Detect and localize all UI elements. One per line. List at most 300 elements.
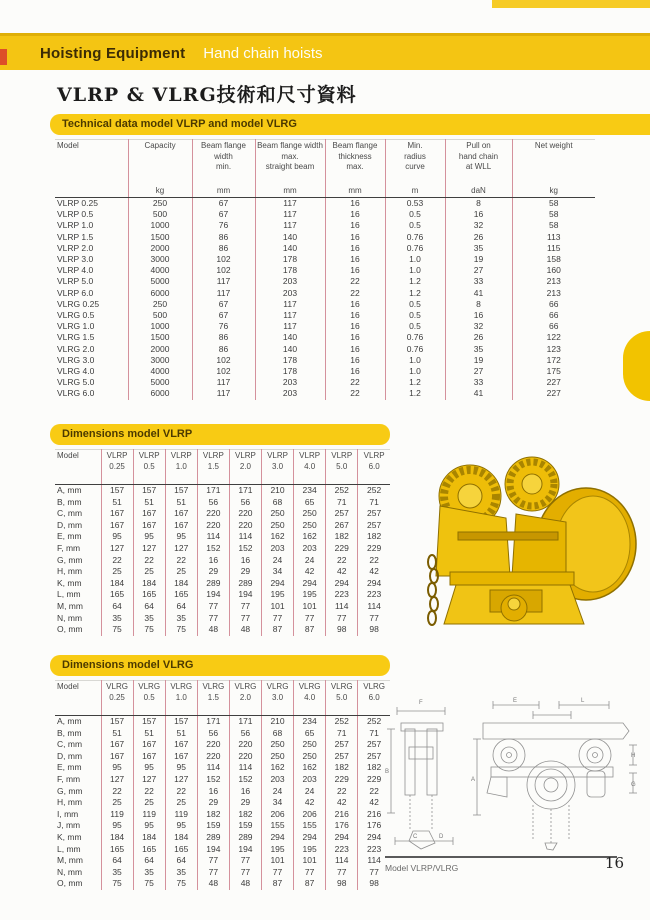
cell: 64 (165, 601, 197, 613)
cell: 16 (325, 321, 385, 332)
cell: 195 (261, 589, 293, 601)
table-row (55, 555, 390, 567)
cell: 152 (229, 543, 261, 555)
cell: 1.0 (385, 265, 445, 276)
cell: 162 (261, 531, 293, 543)
table-row (55, 809, 390, 821)
drawing-caption: Model VLRP/VLRG (385, 863, 459, 873)
cell: 171 (197, 485, 229, 497)
cell: 101 (261, 601, 293, 613)
cell: 157 (133, 716, 165, 728)
table-row (55, 243, 595, 254)
cell: 48 (229, 624, 261, 636)
cell: 48 (197, 878, 229, 890)
cell: 229 (358, 774, 390, 786)
table-row (55, 531, 390, 543)
cell: 22 (133, 555, 165, 567)
table-row (55, 254, 595, 265)
table-header (55, 681, 390, 716)
cell: VLRP 0.25 (57, 198, 98, 208)
cell: 229 (358, 543, 390, 555)
cell: VLRG 1.5 (57, 332, 95, 343)
cell: 35 (101, 613, 133, 625)
cell: 71 (326, 497, 358, 509)
cell: D, mm (57, 519, 83, 530)
table-row (55, 355, 595, 366)
cell: 58 (512, 220, 595, 231)
cell: 35 (133, 613, 165, 625)
cell: 115 (512, 243, 595, 254)
cell: 119 (101, 809, 133, 821)
cell: 252 (326, 485, 358, 497)
cell: 67 (192, 299, 255, 310)
cell: 220 (229, 751, 261, 763)
cell: 64 (133, 855, 165, 867)
cell: 22 (325, 377, 385, 388)
cell: 127 (165, 543, 197, 555)
cell: 1.2 (385, 288, 445, 299)
cell: 206 (294, 809, 326, 821)
cell: 182 (326, 531, 358, 543)
cell: 252 (358, 485, 390, 497)
cell: 25 (101, 566, 133, 578)
cell: 220 (197, 751, 229, 763)
cell: VLRG 2.0 (57, 343, 95, 354)
cell: 58 (512, 198, 595, 210)
cell: A, mm (57, 485, 82, 495)
cell: K, mm (57, 577, 82, 588)
cell: 95 (133, 762, 165, 774)
table-row (55, 299, 595, 310)
cell: 27 (445, 366, 512, 377)
cell: 0.76 (385, 344, 445, 355)
vlrp-dimensions-table-wrap (55, 449, 390, 636)
cell: 220 (229, 520, 261, 532)
cell: 29 (229, 566, 261, 578)
cell: 77 (261, 613, 293, 625)
cell: 167 (101, 739, 133, 751)
cell: 167 (133, 739, 165, 751)
cell: 127 (133, 774, 165, 786)
cell: 33 (445, 377, 512, 388)
section-bar-dimensions-vlrp (50, 424, 390, 445)
cell: 167 (101, 520, 133, 532)
cell: 157 (165, 716, 197, 728)
cell: 77 (229, 601, 261, 613)
dim-label: L (581, 698, 585, 704)
cell: 68 (261, 728, 293, 740)
cell: 267 (326, 520, 358, 532)
product-photo-hoist (398, 444, 642, 642)
cell: 250 (261, 520, 293, 532)
cell: VLRP 1.5 (57, 231, 94, 242)
cell: 95 (165, 531, 197, 543)
column-header: VLRG 1.0 (165, 681, 197, 716)
cell: 152 (197, 543, 229, 555)
cell: 1000 (128, 220, 192, 231)
cell: 162 (294, 762, 326, 774)
cell: 167 (101, 751, 133, 763)
cell: 77 (197, 867, 229, 879)
cell: 101 (294, 601, 326, 613)
column-header: Beam flange thickness max. mm (325, 140, 385, 198)
table-row (55, 310, 595, 321)
cell: 25 (133, 797, 165, 809)
cell: M, mm (57, 855, 83, 866)
cell: 42 (358, 797, 390, 809)
cell: 171 (229, 716, 261, 728)
cell: 51 (101, 497, 133, 509)
cell: B, mm (57, 727, 82, 738)
cell: 229 (326, 774, 358, 786)
cell: 227 (512, 388, 595, 399)
cell: 101 (261, 855, 293, 867)
cell: 77 (294, 613, 326, 625)
cell: 223 (358, 844, 390, 856)
column-header: Min. radius curve m (385, 140, 445, 198)
cell: 2000 (128, 243, 192, 254)
cell: 152 (229, 774, 261, 786)
cell: 0.53 (385, 198, 445, 210)
cell: A, mm (57, 716, 82, 726)
cell: 35 (133, 867, 165, 879)
section-title: Technical data model VLRP and model VLRG (62, 118, 297, 130)
cell: K, mm (57, 831, 82, 842)
page-subtitle: Hand chain hoists (203, 44, 323, 62)
cell: 22 (101, 555, 133, 567)
page-edge-tab (623, 331, 650, 401)
cell: 194 (197, 844, 229, 856)
table-row (55, 844, 390, 856)
section-title: Dimensions model VLRG (62, 659, 194, 671)
cell: 122 (512, 332, 595, 343)
cell: 33 (445, 276, 512, 287)
table-row (55, 232, 595, 243)
cell: 66 (512, 299, 595, 310)
cell: 203 (261, 774, 293, 786)
cell: 22 (358, 555, 390, 567)
cell: 64 (165, 855, 197, 867)
cell: 66 (512, 310, 595, 321)
cell: M, mm (57, 600, 83, 611)
cell: 51 (133, 728, 165, 740)
cell: 48 (229, 878, 261, 890)
hoist-illustration (398, 444, 642, 642)
cell: 95 (101, 762, 133, 774)
cell: D, mm (57, 750, 83, 761)
cell: 29 (229, 797, 261, 809)
cell: 75 (165, 624, 197, 636)
column-header: VLRG 3.0 (261, 681, 293, 716)
table-row (55, 762, 390, 774)
cell: 25 (101, 797, 133, 809)
table-body (55, 485, 390, 636)
cell: 34 (261, 797, 293, 809)
cell: 71 (358, 728, 390, 740)
cell: 203 (255, 288, 325, 299)
cell: C, mm (57, 508, 83, 519)
cell: 157 (133, 485, 165, 497)
cell: 76 (192, 321, 255, 332)
cell: 220 (197, 739, 229, 751)
cell: 0.5 (385, 209, 445, 220)
cell: 234 (294, 716, 326, 728)
cell: 27 (445, 265, 512, 276)
cell: 257 (358, 739, 390, 751)
column-header: VLRP 2.0 (229, 450, 261, 485)
cell: G, mm (57, 554, 83, 565)
cell: VLRG 0.5 (57, 310, 95, 321)
column-header: Beam flange width min. mm (192, 140, 255, 198)
cell: 98 (326, 878, 358, 890)
cell: 16 (325, 265, 385, 276)
cell: 16 (445, 310, 512, 321)
cell: 32 (445, 220, 512, 231)
cell: 51 (165, 497, 197, 509)
table-row (55, 601, 390, 613)
cell: 77 (229, 855, 261, 867)
cell: 6000 (128, 388, 192, 399)
cell: 75 (165, 878, 197, 890)
cell: 178 (255, 254, 325, 265)
cell: 155 (294, 820, 326, 832)
cell: 4000 (128, 265, 192, 276)
cell: VLRG 5.0 (57, 377, 95, 388)
cell: 16 (445, 209, 512, 220)
page-title: Hoisting Equipment (40, 44, 186, 62)
table-row (55, 366, 595, 377)
cell: 24 (294, 786, 326, 798)
cell: 289 (197, 832, 229, 844)
cell: 234 (294, 485, 326, 497)
table-row (55, 220, 595, 231)
cell: 114 (358, 601, 390, 613)
cell: 250 (294, 751, 326, 763)
cell: 75 (101, 624, 133, 636)
cell: 16 (197, 786, 229, 798)
technical-data-table-wrap (55, 139, 595, 400)
table-row (55, 589, 390, 601)
cell: 86 (192, 232, 255, 243)
column-header: VLRP 3.0 (261, 450, 293, 485)
cell: VLRP 4.0 (57, 265, 94, 276)
cell: 102 (192, 355, 255, 366)
cell: 294 (326, 832, 358, 844)
cell: 42 (358, 566, 390, 578)
cell: 102 (192, 265, 255, 276)
cell: 22 (133, 786, 165, 798)
cell: 1.2 (385, 377, 445, 388)
cell: 24 (294, 555, 326, 567)
cell: 64 (101, 601, 133, 613)
cell: VLRG 3.0 (57, 354, 95, 365)
cell: 171 (197, 716, 229, 728)
cell: H, mm (57, 797, 83, 808)
column-header: VLRP 4.0 (294, 450, 326, 485)
table-row (55, 543, 390, 555)
cell: 167 (101, 508, 133, 520)
table-row (55, 566, 390, 578)
cell: L, mm (57, 589, 81, 600)
cell: 140 (255, 344, 325, 355)
cell: 22 (165, 555, 197, 567)
cell: 172 (512, 355, 595, 366)
cell: 167 (165, 751, 197, 763)
cell: O, mm (57, 624, 83, 635)
cell: 114 (358, 855, 390, 867)
cell: 257 (326, 508, 358, 520)
table-row (55, 624, 390, 636)
cell: 95 (101, 531, 133, 543)
cell: 289 (229, 832, 261, 844)
cell: 210 (261, 485, 293, 497)
cell: 167 (165, 520, 197, 532)
column-header: VLRG 0.5 (133, 681, 165, 716)
cell: 119 (133, 809, 165, 821)
cell: H, mm (57, 566, 83, 577)
cell: 95 (133, 820, 165, 832)
vlrg-dimensions-table (55, 680, 390, 890)
cell: 16 (325, 254, 385, 265)
cell: 16 (325, 299, 385, 310)
cell: 229 (326, 543, 358, 555)
cell: 289 (197, 578, 229, 590)
cell: F, mm (57, 542, 81, 553)
cell: 42 (294, 797, 326, 809)
table-row (55, 497, 390, 509)
cell: 41 (445, 388, 512, 399)
table-row (55, 209, 595, 220)
dim-label: E (513, 698, 518, 704)
cell: 51 (165, 728, 197, 740)
cell: 95 (165, 820, 197, 832)
cell: 16 (325, 220, 385, 231)
column-header: VLRG 1.5 (197, 681, 229, 716)
table-row (55, 855, 390, 867)
cell: 101 (294, 855, 326, 867)
cell: 22 (325, 288, 385, 299)
cell: 206 (261, 809, 293, 821)
cell: 152 (197, 774, 229, 786)
cell: 257 (358, 520, 390, 532)
cell: 165 (133, 589, 165, 601)
cell: 1.0 (385, 355, 445, 366)
cell: 87 (294, 878, 326, 890)
cell: VLRP 3.0 (57, 254, 94, 265)
table-header (55, 140, 595, 198)
cell: 0.5 (385, 220, 445, 231)
cell: 175 (512, 366, 595, 377)
cell: 167 (133, 508, 165, 520)
cell: I, mm (57, 808, 79, 819)
dim-label: A (471, 777, 476, 783)
cell: 167 (133, 751, 165, 763)
cell: 67 (192, 198, 255, 210)
cell: 155 (261, 820, 293, 832)
cell: 1000 (128, 321, 192, 332)
column-header: Pull on hand chain at WLL daN (445, 140, 512, 198)
cell: 65 (294, 728, 326, 740)
cell: 1.2 (385, 276, 445, 287)
cell: 56 (229, 497, 261, 509)
cell: F, mm (57, 773, 81, 784)
cell: 257 (326, 739, 358, 751)
cell: 114 (197, 531, 229, 543)
column-header: VLRP 0.25 (101, 450, 133, 485)
cell: 113 (512, 232, 595, 243)
table-row (55, 832, 390, 844)
cell: 22 (101, 786, 133, 798)
dimension-drawing (383, 693, 641, 851)
technical-data-table (55, 139, 595, 400)
dim-label: G (631, 782, 636, 788)
cell: 117 (255, 220, 325, 231)
cell: 58 (512, 209, 595, 220)
cell: 42 (294, 566, 326, 578)
cell: 16 (229, 555, 261, 567)
cell: VLRP 0.5 (57, 209, 94, 220)
cell: 0.5 (385, 310, 445, 321)
cell: 294 (261, 578, 293, 590)
cell: N, mm (57, 866, 83, 877)
cell: 16 (325, 332, 385, 343)
cell: 162 (261, 762, 293, 774)
cell: 257 (358, 508, 390, 520)
table-row (55, 288, 595, 299)
cell: 26 (445, 332, 512, 343)
cell: 67 (192, 209, 255, 220)
cell: 165 (165, 844, 197, 856)
column-header: VLRP 1.0 (165, 450, 197, 485)
cell: 117 (255, 310, 325, 321)
column-header: Model (55, 450, 101, 485)
cell: 51 (133, 497, 165, 509)
footer-divider (385, 856, 617, 858)
cell: 51 (101, 728, 133, 740)
column-header: VLRG 6.0 (358, 681, 390, 716)
cell: 16 (197, 555, 229, 567)
cell: 203 (255, 276, 325, 287)
cell: 114 (197, 762, 229, 774)
column-header: VLRG 2.0 (229, 681, 261, 716)
cell: 77 (294, 867, 326, 879)
table-row (55, 388, 595, 399)
cell: 16 (325, 355, 385, 366)
cell: 184 (165, 832, 197, 844)
cell: 24 (261, 786, 293, 798)
cell: 289 (229, 578, 261, 590)
cell: 119 (165, 809, 197, 821)
cell: 65 (294, 497, 326, 509)
cell: 98 (326, 624, 358, 636)
cell: 213 (512, 276, 595, 287)
table-row (55, 739, 390, 751)
cell: 178 (255, 265, 325, 276)
top-edge-strip (492, 0, 650, 8)
cell: 22 (358, 786, 390, 798)
page-number: 16 (604, 854, 624, 872)
cell: 26 (445, 232, 512, 243)
cell: 0.76 (385, 332, 445, 343)
cell: 294 (358, 832, 390, 844)
cell: 160 (512, 265, 595, 276)
table-row (55, 716, 390, 728)
cell: 182 (326, 762, 358, 774)
cell: 16 (229, 786, 261, 798)
cell: 3000 (128, 254, 192, 265)
cell: 250 (294, 739, 326, 751)
cell: 140 (255, 243, 325, 254)
